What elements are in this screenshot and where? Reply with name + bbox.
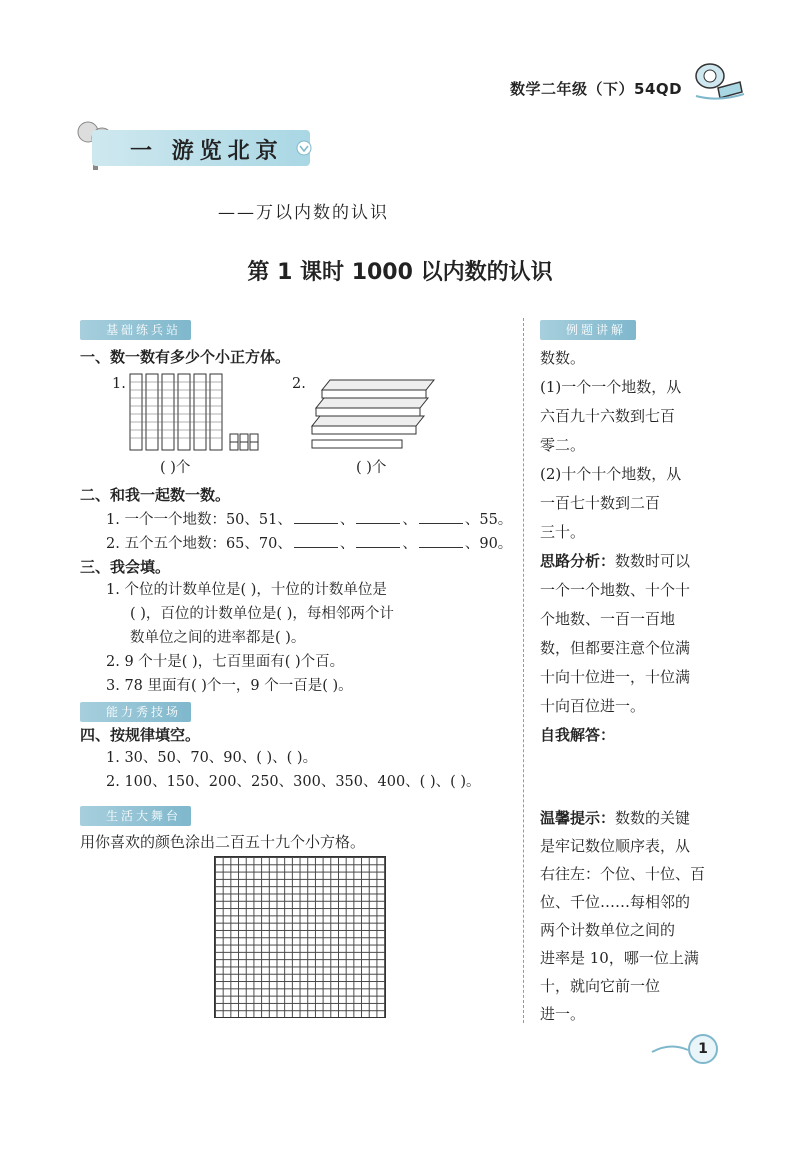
tip-label: 温馨提示：: [540, 809, 616, 827]
analysis-line: 数，但都要注意个位满: [540, 639, 691, 657]
example-line: 六百九十六数到七百: [540, 407, 676, 425]
q2-line2-suffix: 、90。: [464, 536, 513, 552]
q4-line-2: 2. 100、150、200、250、300、350、400、( )、( )。: [106, 774, 481, 790]
separator: 、: [339, 512, 355, 528]
analysis-text: 数数时可以: [615, 552, 691, 570]
column-divider: [523, 318, 524, 1023]
self-answer-label: 自我解答：: [540, 726, 616, 744]
blank[interactable]: [419, 511, 463, 524]
example-panel: [540, 344, 730, 750]
analysis-line: 十向百位进一。: [540, 697, 646, 715]
book-title: 数学二年级（下）54QD: [510, 80, 683, 98]
q3-line-5: 3. 78 里面有( )个一，9 个一百是( )。: [106, 678, 353, 694]
blank[interactable]: [419, 535, 463, 548]
cube-columns-figure: [128, 370, 263, 452]
blank[interactable]: [356, 511, 400, 524]
section-badge-life: 生活大舞台: [80, 806, 191, 826]
q2-heading: 二、和我一起数一数。: [80, 486, 231, 504]
chapter-title: 一 游览北京: [130, 139, 284, 164]
lesson-title: 第 1 课时 1000 以内数的认识: [247, 260, 553, 285]
separator: 、: [402, 512, 417, 528]
blank[interactable]: [356, 535, 400, 548]
telescope-icon: [688, 58, 748, 102]
q3-line-2: ( )，百位的计数单位是( )，每相邻两个计: [130, 606, 394, 622]
tip-text: 数数的关键: [615, 809, 691, 827]
q1-item2-label: 2.: [292, 376, 306, 392]
blank[interactable]: [294, 511, 338, 524]
coloring-grid[interactable]: [214, 856, 386, 1018]
q1-answer-2[interactable]: ( )个: [356, 460, 387, 476]
tip-line: 十，就向它前一位: [540, 977, 661, 995]
section-badge-basic: 基础练兵站: [80, 320, 191, 340]
analysis-line: 一个一个地数、十个十: [540, 581, 691, 599]
tip-line: 位、千位……每相邻的: [540, 893, 691, 911]
q2-line1-prefix: 1. 一个一个地数：50、51、: [106, 512, 292, 528]
tip-line: 是牢记数位顺序表，从: [540, 837, 691, 855]
q3-line-3: 数单位之间的进率都是( )。: [130, 630, 306, 646]
arrow-down-icon: [296, 140, 312, 156]
tip-line: 进一。: [540, 1005, 586, 1023]
analysis-label: 思路分析：: [540, 552, 616, 570]
q2-line-2: [106, 532, 512, 556]
q5-text: 用你喜欢的颜色涂出二百五十九个小方格。: [80, 833, 366, 851]
analysis-line-0: [540, 547, 730, 576]
example-line: 数数。: [540, 349, 586, 367]
tip-line-0: [540, 804, 730, 832]
q1-answer-1[interactable]: ( )个: [160, 460, 191, 476]
example-line: 零二。: [540, 436, 586, 454]
q3-heading: 三、我会填。: [80, 558, 171, 576]
page-number: 1: [688, 1034, 718, 1064]
section-badge-example: 例题讲解: [540, 320, 636, 340]
separator: 、: [339, 536, 355, 552]
tip-line: 两个计数单位之间的: [540, 921, 676, 939]
analysis-line: 十向十位进一，十位满: [540, 668, 691, 686]
q1-item1-label: 1.: [112, 376, 126, 392]
q3-line-1: 1. 个位的计数单位是( )，十位的计数单位是: [106, 582, 387, 598]
q4-heading: 四、按规律填空。: [80, 726, 201, 744]
separator: 、: [402, 536, 417, 552]
tip-panel: [540, 804, 730, 1028]
q2-line-1: [106, 508, 512, 532]
q2-line1-suffix: 、55。: [464, 512, 513, 528]
q4-line-1: 1. 30、50、70、90、( )、( )。: [106, 750, 318, 766]
blank[interactable]: [294, 535, 338, 548]
tip-line: 进率是 10，哪一位上满: [540, 949, 699, 967]
tip-line: 右往左：个位、十位、百: [540, 865, 706, 883]
hundred-blocks-figure: [310, 372, 440, 452]
q3-line-4: 2. 9 个十是( )，七百里面有( )个百。: [106, 654, 345, 670]
chapter-subtitle: ——万以内数的认识: [218, 203, 389, 223]
example-line: 三十。: [540, 523, 586, 541]
analysis-line: 个地数、一百一百地: [540, 610, 676, 628]
example-line: (1)一个一个地数，从: [540, 378, 682, 396]
example-line: (2)十个十个地数，从: [540, 465, 682, 483]
page-swoosh-icon: [650, 1040, 690, 1056]
section-badge-ability: 能力秀技场: [80, 702, 191, 722]
q2-line2-prefix: 2. 五个五个地数：65、70、: [106, 536, 292, 552]
example-line: 一百七十数到二百: [540, 494, 661, 512]
q1-heading: 一、数一数有多少个小正方体。: [80, 348, 291, 366]
